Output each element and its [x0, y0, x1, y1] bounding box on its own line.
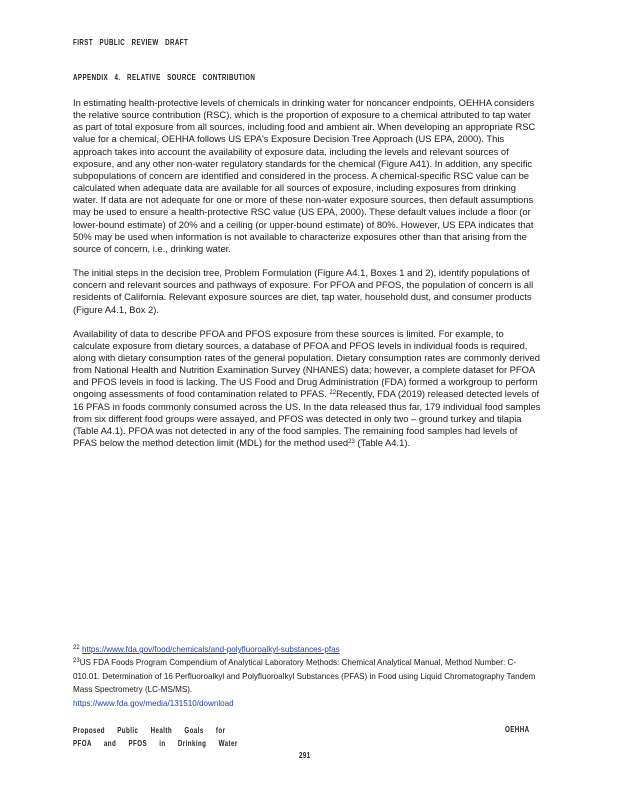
footnotes [73, 643, 543, 710]
page-number [299, 750, 315, 760]
footer-line-1: Proposed Public Health Goals for [73, 725, 226, 735]
paragraph-data-availability [73, 328, 543, 450]
paragraph-text-part-1: Availability of data to describe PFOA and PFOS exposure from these sources is limited. For example, to calculate exposure from dietary sources, a database of PFOA and PFOS levels in individual foods is required, along with dietary consumption rates of the general population. Dietary consumption rates are commonly derived from National Health and Nutrition Examination Survey (NHANES) data; however, a complete dataset for PFOA and PFOS levels in food is lacking. The US Food and Drug Administration (FDA) formed a workgroup to perform ongoing assessments of food contamination related to PFAS. [73, 327, 540, 400]
section-header [73, 72, 326, 82]
paragraph-text-part-2: Recently, FDA (2019) released detected levels of 16 PFAS in foods commonly consumed across the US. In the data released thus far, 179 individual food samples from six different food groups were assayed, and PFOS was detected in only two – ground turkey and tilapia (Table A4.1). PFOA was not detected in any of the food samples. The remaining food samples had levels of PFAS below the method detection limit (MDL) for the method used [73, 388, 541, 449]
footnote-22-link[interactable]: https://www.fda.gov/food/chemicals/and-polyfluoroalkyl-substances-pfas [81, 645, 340, 654]
footer-line-2: PFOA and PFOS in Drinking Water [73, 738, 238, 748]
footer-agency [505, 724, 539, 734]
footer-agency-label: OEHHA [505, 724, 530, 734]
page-number-label: 291 [299, 750, 311, 760]
footnote-marker-23: 23 [73, 658, 80, 665]
footnote-23-link[interactable]: https://www.fda.gov/media/131510/download [73, 698, 234, 708]
footnote-23-text: US FDA Foods Program Compendium of Analytical Laboratory Methods: Chemical Analytical Manual, Method Number: C-010.01. Determination of 16 Perfluoroalkyl and Polyfluoroalkyl Substances (PFAS) in Food using Liquid Chromatography Tandem Mass Spectrometry (LC-MS/MS). [73, 658, 536, 695]
section-title: APPENDIX 4. RELATIVE SOURCE CONTRIBUTION [73, 72, 256, 82]
paragraph-rsc-intro: In estimating health-protective levels of chemicals in drinking water for noncancer endpoints, OEHHA considers the relative source contribution (RSC), which is the proportion of exposure to a chemical attributed to tap water as part of total exposure from all sources, including food and ambient air. When developing an appropriate RSC value for a chemical, OEHHA follows US EPA's Exposure Decision Tree Approach (US EPA, 2000). This approach takes into account the availability of exposure data, including the levels and relevant sources of exposure, and any other non-water regulatory standards for the chemical (Figure A41). In addition, any specific subpopulations of concern are identified and considered in the process. A chemical-specific RSC value can be calculated when adequate data are available for all sources of exposure, including exposures from drinking water. If data are not adequate for one or more of these non-water exposure sources, then default assumptions may be used to ensure a health-protective RSC value (US EPA, 2000). These default values include a floor (or lower-bound estimate) of 20% and a ceiling (or upper-bound estimate) of 80%. However, US EPA indicates that 50% may be used when information is not available to characterize exposures other than that arising from the source of concern, i.e., drinking water. [73, 97, 536, 254]
footnote-22 [73, 643, 543, 656]
draft-header [73, 37, 233, 47]
footnote-marker-22: 22 [73, 645, 80, 651]
paragraph-decision-tree: The initial steps in the decision tree, Problem Formulation (Figure A4.1, Boxes 1 and 2), identify populations of concern and relevant sources and pathways of exposure. For PFOA and PFOS, the population of concern is all residents of California. Relevant exposure sources are diet, tap water, household dust, and consumer products (Figure A4.1, Box 2). [73, 267, 534, 315]
body-text [73, 97, 543, 461]
draft-label: FIRST PUBLIC REVIEW DRAFT [73, 37, 189, 47]
footnote-23 [73, 656, 543, 710]
paragraph-text-part-3: (Table A4.1). [354, 437, 411, 449]
footnote-ref-22[interactable]: 22 [329, 390, 337, 397]
footer-title [73, 724, 302, 750]
footnote-ref-23[interactable]: 23 [348, 439, 355, 446]
